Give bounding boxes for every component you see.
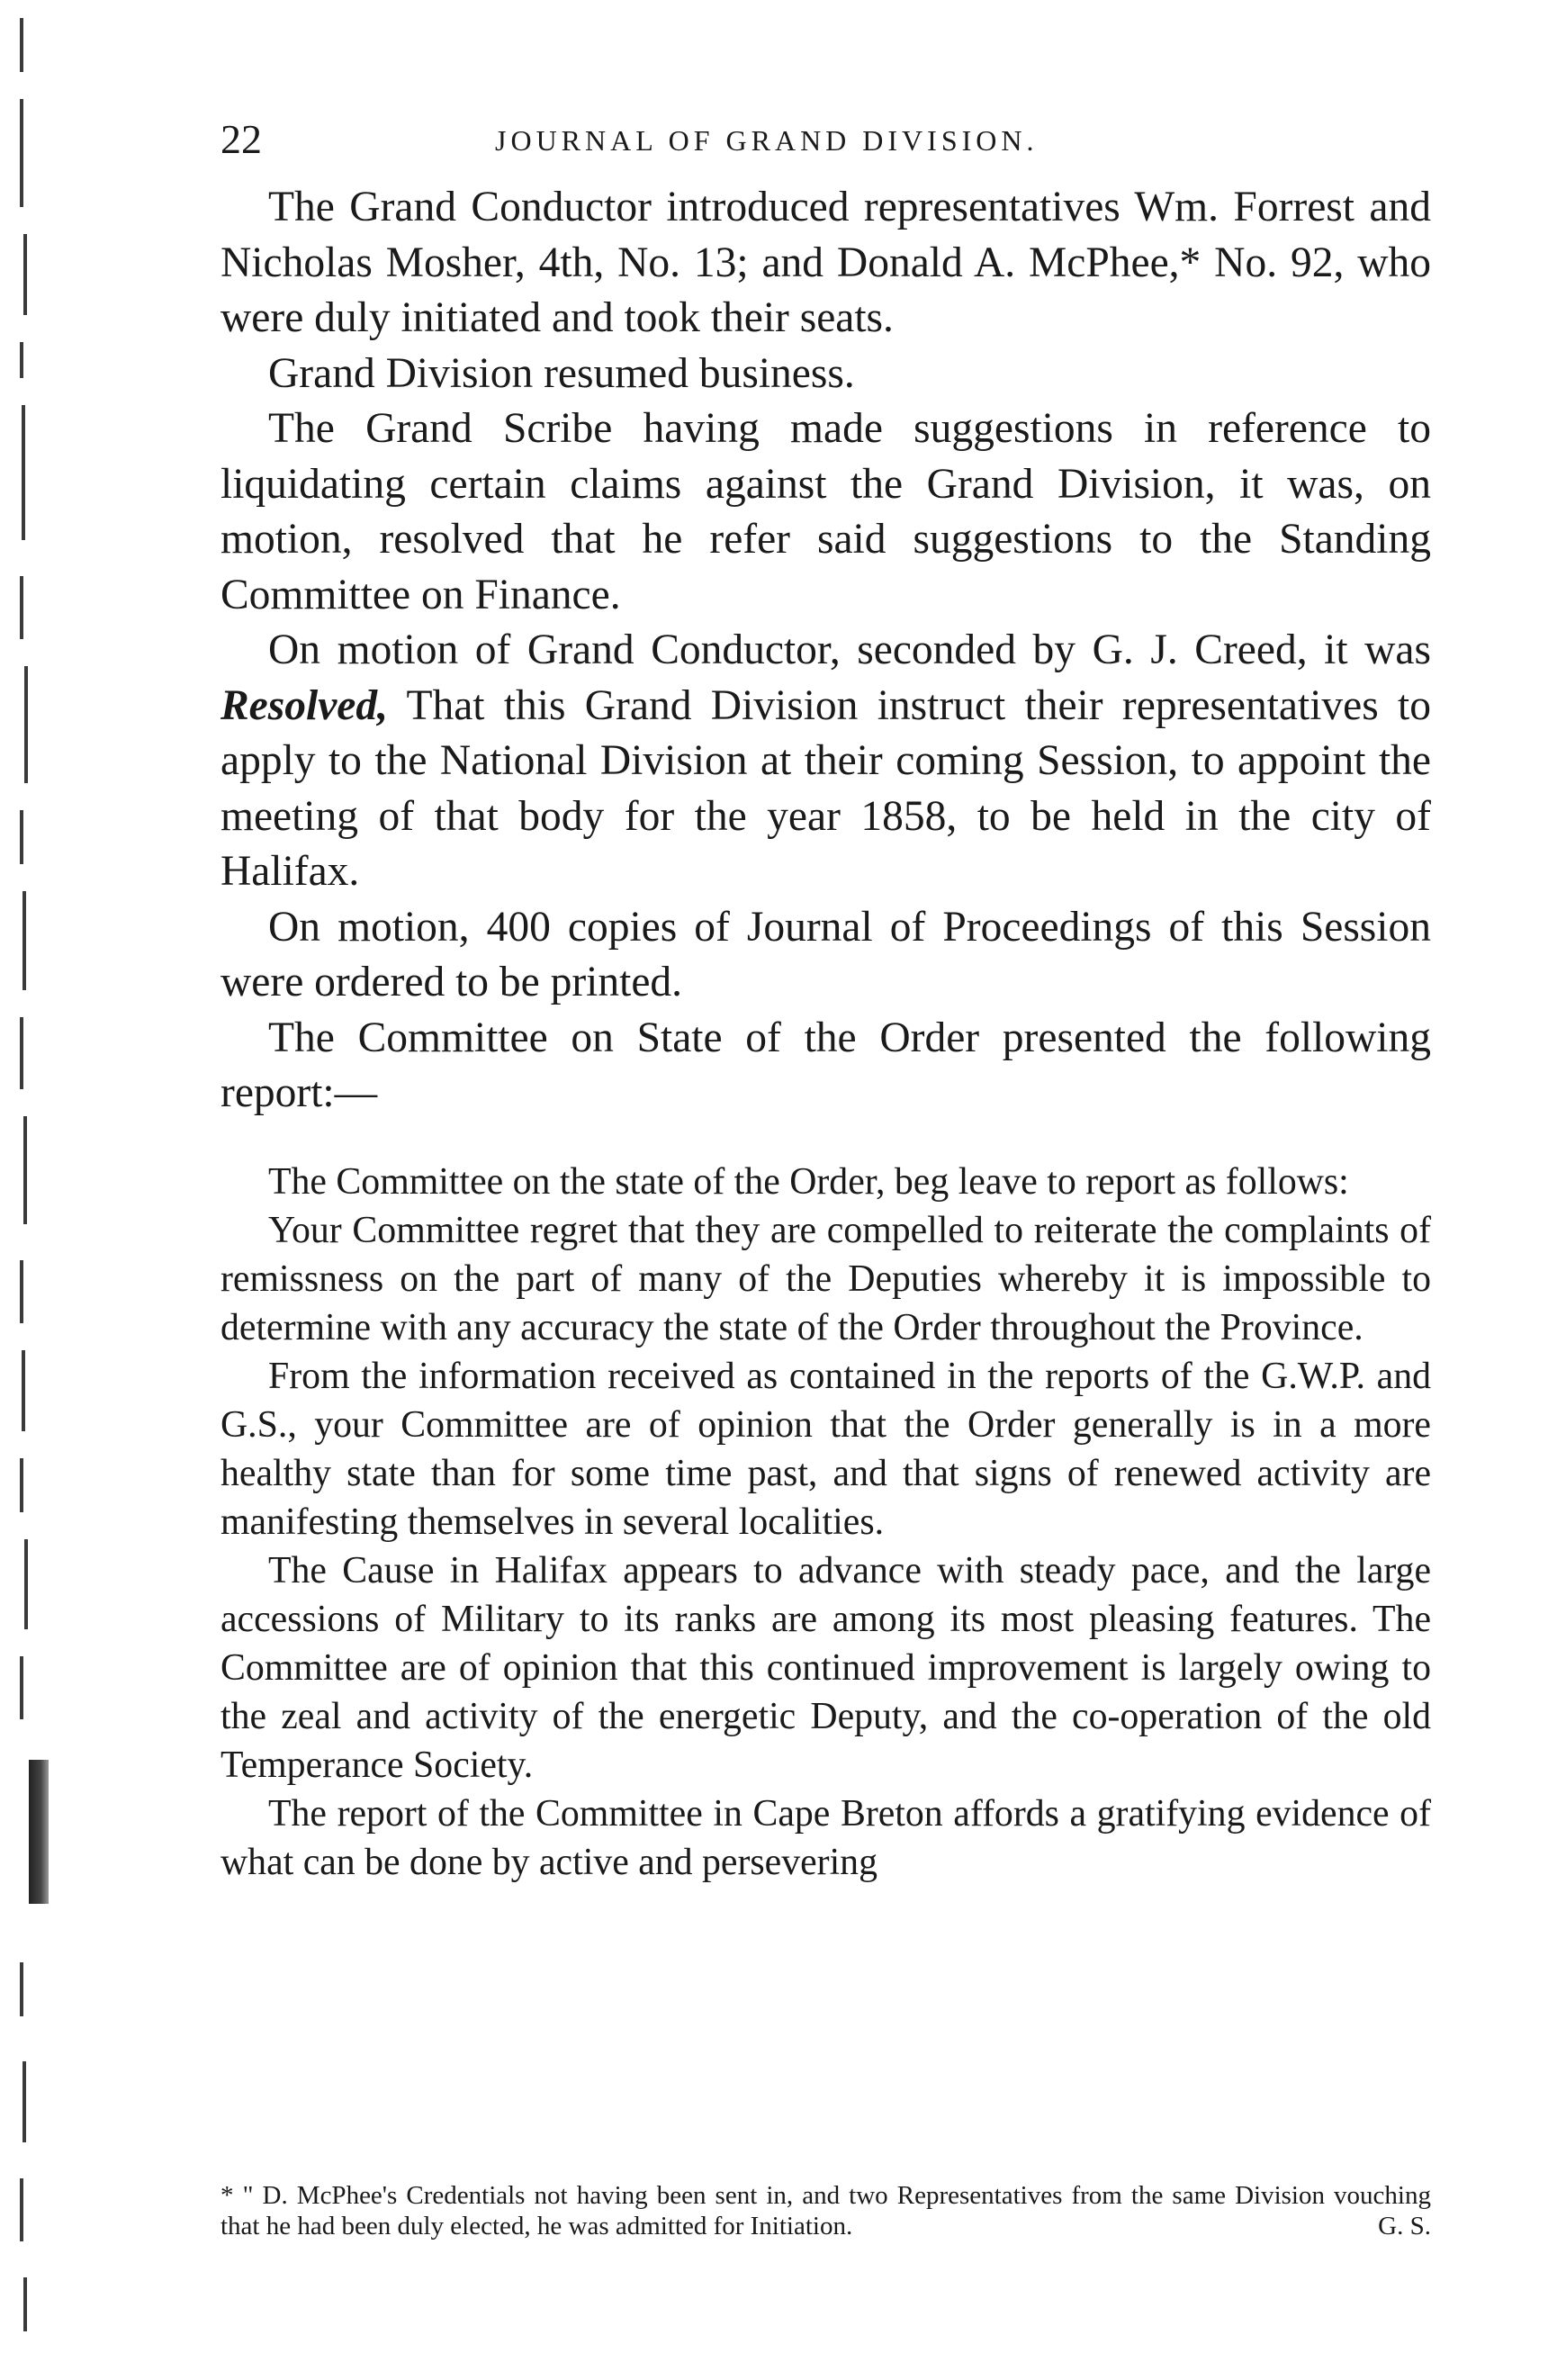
page: [220, 108, 1431, 1887]
running-title: JOURNAL OF GRAND DIVISION.: [495, 124, 1039, 157]
report-cape-breton: The report of the Committee in Cape Breton affords a gratifying evidence of what can be done by active and persevering: [220, 1792, 1431, 1883]
report-information: From the information received as contained in the reports of the G.W.P. and G.S., your Committee are of opinion that the Order generally is in a more healthy state than for some time past, and that signs of renewed activity are manifesting themselves in several localities.: [220, 1355, 1431, 1543]
report-regret: Your Committee regret that they are compelled to reiterate the complaints of remissness on the part of many of the Deputies whereby it is impossible to determine with any accuracy the state of the Order throughout the Province.: [220, 1209, 1431, 1348]
paragraph-report-intro: The Committee on State of the Order presented the following report:—: [220, 1014, 1431, 1116]
page-number: 22: [220, 116, 262, 162]
paragraph-copies: On motion, 400 copies of Journal of Proceedings of this Session were ordered to be printed.: [220, 903, 1431, 1005]
binding-edge: [0, 0, 63, 2380]
resolution-lead: On motion of Grand Conductor, seconded by G. J. Creed, it was: [268, 627, 1431, 673]
committee-report: [220, 1158, 1431, 1887]
paragraph-introduction: The Grand Conductor introduced representatives Wm. Forrest and Nicholas Mosher, 4th, No. 13; and Donald A. McPhee,* No. 92, who were duly initiated and took their seats.: [220, 184, 1431, 341]
paragraph-resolution: [220, 623, 1431, 900]
resolution-text: That this Grand Division instruct their representatives to apply to the National Division at their coming Session, to appoint the meeting of that body for the year 1858, to be held in the city of Halifax.: [220, 681, 1431, 895]
paragraph-resumed: Grand Division resumed business.: [268, 349, 855, 397]
footnote-text: * " D. McPhee's Credentials not having been sent in, and two Representatives from the same Division vouching that he had been duly elected, he was admitted for Initiation.: [220, 2181, 1431, 2240]
resolved-word: Resolved,: [220, 681, 388, 729]
footnote-signature: G. S.: [1378, 2212, 1431, 2240]
running-head: [220, 108, 1431, 180]
report-halifax: The Cause in Halifax appears to advance with steady pace, and the large accessions of Military to its ranks are among its most pleasing features. The Committee are of opinion that this continued improvement is largely owing to the zeal and activity of the energetic Deputy, and the co-operation of the old Temperance Society.: [220, 1549, 1431, 1786]
body-text: [220, 180, 1431, 1122]
report-opening: The Committee on the state of the Order, beg leave to report as follows:: [268, 1160, 1349, 1203]
footnote: [220, 2180, 1431, 2241]
paragraph-grand-scribe: The Grand Scribe having made suggestions in reference to liquidating certain claims against the Grand Division, it was, on motion, resolved that he refer said suggestions to the Standing Committee on Finance.: [220, 405, 1431, 618]
